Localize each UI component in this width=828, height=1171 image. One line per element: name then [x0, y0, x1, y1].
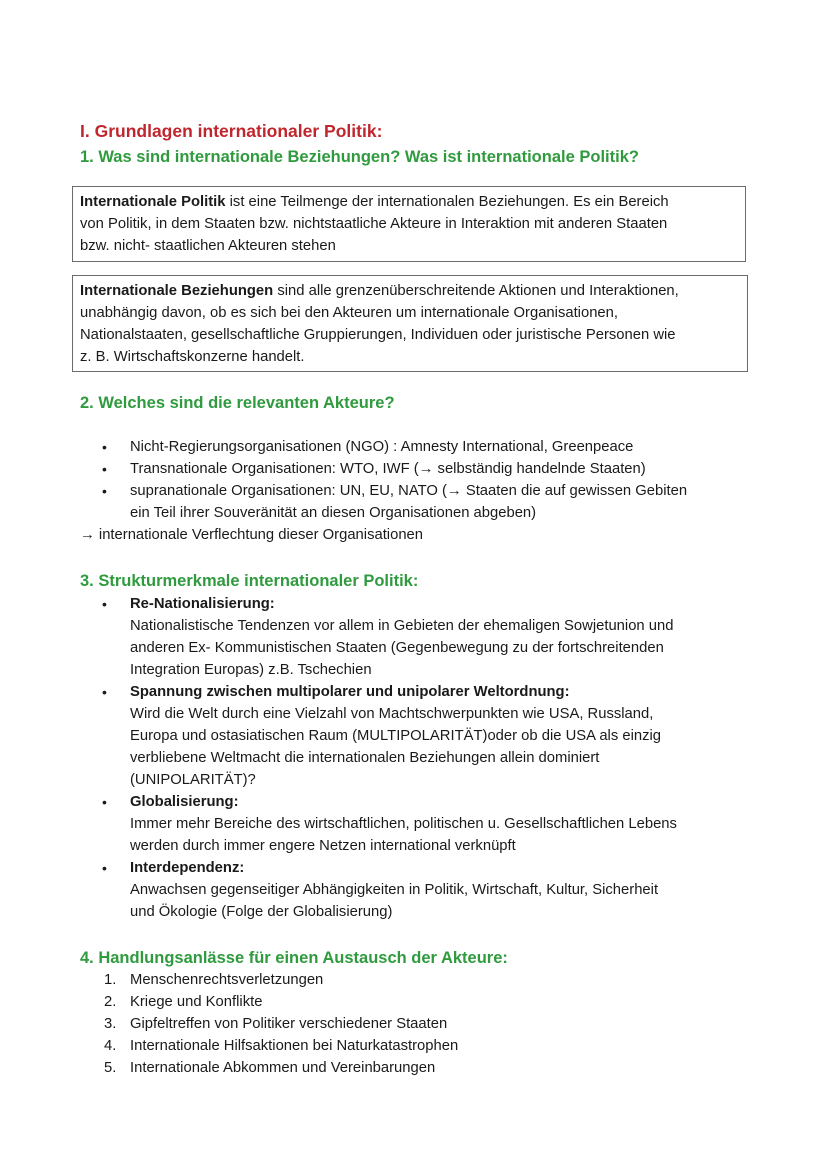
list-item-text: Nicht-Regierungsorganisationen (NGO) : Amnesty International, Greenpeace [130, 439, 634, 455]
item-text: Menschenrechtsverletzungen [130, 972, 324, 988]
occasions-list [0, 969, 828, 1081]
numbered-item [0, 991, 828, 1013]
box1-term: Internationale Politik [80, 194, 226, 210]
section-3-heading: 3. Strukturmerkmale internationaler Politik: [80, 572, 419, 590]
section-2-heading: 2. Welches sind die relevanten Akteure? [80, 394, 395, 412]
item-text: Internationale Hilfsaktionen bei Naturkatastrophen [130, 1038, 459, 1054]
feature-line: Wird die Welt durch eine Vielzahl von Machtschwerpunkten wie USA, Russland, [130, 706, 654, 722]
box1-line-1-rest: ist eine Teilmenge der internationalen Beziehungen. Es ein Bereich [225, 194, 669, 210]
bullet-icon: • [102, 461, 107, 477]
box2-line-4: z. B. Wirtschaftskonzerne handelt. [80, 349, 305, 365]
numbered-item [0, 1013, 828, 1035]
document-title: I. Grundlagen internationaler Politik: [80, 121, 383, 141]
feature-term: Re-Nationalisierung: [130, 596, 275, 612]
box1-line-1 [80, 191, 745, 213]
item-number: 5. [104, 1060, 117, 1076]
feature-line: Europa und ostasiatischen Raum (MULTIPOLARITÄT)oder ob die USA als einzig [130, 728, 662, 744]
feature-re-nationalisierung [0, 593, 828, 681]
box2-term: Internationale Beziehungen [80, 283, 274, 299]
list-item [0, 480, 828, 524]
feature-term: Globalisierung: [130, 794, 239, 810]
bullet-icon: • [102, 596, 107, 612]
numbered-item [0, 1057, 828, 1079]
feature-line: Immer mehr Bereiche des wirtschaftlichen, politischen u. Gesellschaftlichen Lebens [130, 816, 677, 832]
actors-list [0, 436, 828, 546]
feature-line: Integration Europas) z.B. Tschechien [130, 662, 372, 678]
feature-line: anderen Ex- Kommunistischen Staaten (Gegenbewegung zu der fortschreitenden [130, 640, 664, 656]
bullet-icon: • [102, 439, 107, 455]
feature-interdependenz [0, 857, 828, 923]
definition-box-international-politics [72, 186, 746, 262]
structure-features-list [0, 593, 828, 928]
box2-line-3: Nationalstaaten, gesellschaftliche Gruppierungen, Individuen oder juristische Personen wie [80, 327, 676, 343]
box1-line-3: bzw. nicht- staatlichen Akteuren stehen [80, 238, 336, 254]
item-text: Internationale Abkommen und Vereinbarungen [130, 1060, 436, 1076]
item-number: 2. [104, 994, 117, 1010]
feature-line: (UNIPOLARITÄT)? [130, 772, 256, 788]
item-text: Kriege und Konflikte [130, 994, 263, 1010]
numbered-item [0, 969, 828, 991]
box2-line-2: unabhängig davon, ob es sich bei den Akteuren um internationale Organisationen, [80, 305, 618, 321]
feature-line: werden durch immer engere Netzen international verknüpft [130, 838, 516, 854]
item-number: 4. [104, 1038, 117, 1054]
feature-globalisierung [0, 791, 828, 857]
bullet-icon: • [102, 684, 107, 700]
list-item [0, 458, 828, 480]
list-item [0, 436, 828, 458]
section-1-heading: 1. Was sind internationale Beziehungen? Was ist internationale Politik? [80, 148, 639, 166]
feature-line: verbliebene Weltmacht die internationalen Beziehungen allein dominiert [130, 750, 600, 766]
item-number: 3. [104, 1016, 117, 1032]
bullet-icon: • [102, 860, 107, 876]
list-item-text-continued: ein Teil ihrer Souveränität an diesen Organisationen abgeben) [130, 505, 537, 521]
box2-line-1-rest: sind alle grenzenüberschreitende Aktionen und Interaktionen, [273, 283, 679, 299]
feature-line: Nationalistische Tendenzen vor allem in Gebieten der ehemaligen Sowjetunion und [130, 618, 674, 634]
feature-line: und Ökologie (Folge der Globalisierung) [130, 904, 393, 920]
item-number: 1. [104, 972, 117, 988]
numbered-item [0, 1035, 828, 1057]
feature-line: Anwachsen gegenseitiger Abhängigkeiten in Politik, Wirtschaft, Kultur, Sicherheit [130, 882, 659, 898]
bullet-icon: • [102, 483, 107, 499]
box1-line-2: von Politik, in dem Staaten bzw. nichtstaatliche Akteure in Interaktion mit anderen Staaten [80, 216, 668, 232]
feature-term: Interdependenz: [130, 860, 245, 876]
box2-line-1 [80, 280, 747, 302]
definition-box-international-relations [72, 275, 748, 372]
list-item-text: Transnationale Organisationen: WTO, IWF (→ selbständig handelnde Staaten) [130, 461, 646, 477]
list-item-text: supranationale Organisationen: UN, EU, NATO (→ Staaten die auf gewissen Gebiten [130, 483, 688, 499]
feature-spannung-weltordnung [0, 681, 828, 791]
actors-conclusion: → internationale Verflechtung dieser Organisationen [80, 527, 424, 543]
feature-term: Spannung zwischen multipolarer und unipolarer Weltordnung: [130, 684, 570, 700]
section-4-heading: 4. Handlungsanlässe für einen Austausch der Akteure: [80, 949, 508, 967]
bullet-icon: • [102, 794, 107, 810]
item-text: Gipfeltreffen von Politiker verschiedener Staaten [130, 1016, 448, 1032]
